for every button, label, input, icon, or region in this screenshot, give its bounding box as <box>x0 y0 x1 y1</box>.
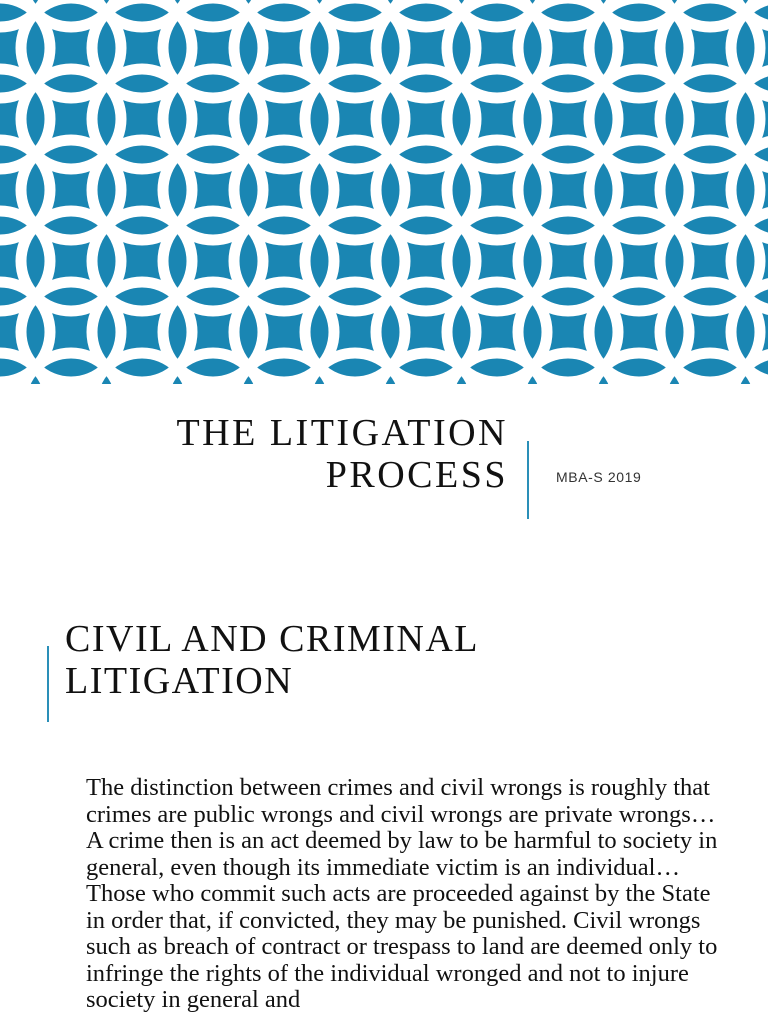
decorative-pattern-banner <box>0 0 768 384</box>
section-title-line1: CIVIL AND CRIMINAL <box>65 618 480 660</box>
section-title-line2: LITIGATION <box>65 660 294 702</box>
slide-title <box>176 412 508 496</box>
section-title <box>65 618 479 702</box>
body-paragraph: The distinction between crimes and civil wrongs is roughly that crimes are public wrongs and civil wrongs are private wrongs… A crime then is an act deemed by law to be harmful to society in general, even though its immediate victim is an individual… Those who commit such acts are proceeded against by the State in order that, if convicted, they may be punished. Civil wrongs such as breach of contract or trespass to land are deemed only to infringe the rights of the individual wronged and not to injure society in general and <box>86 774 718 1013</box>
slide-subtitle: MBA-S 2019 <box>556 469 642 485</box>
slide-title-line1: THE LITIGATION <box>176 412 508 454</box>
section-accent-bar <box>47 646 49 722</box>
title-divider <box>527 441 529 519</box>
slide-title-line2: PROCESS <box>325 454 508 496</box>
circle-lattice-pattern <box>0 0 768 384</box>
